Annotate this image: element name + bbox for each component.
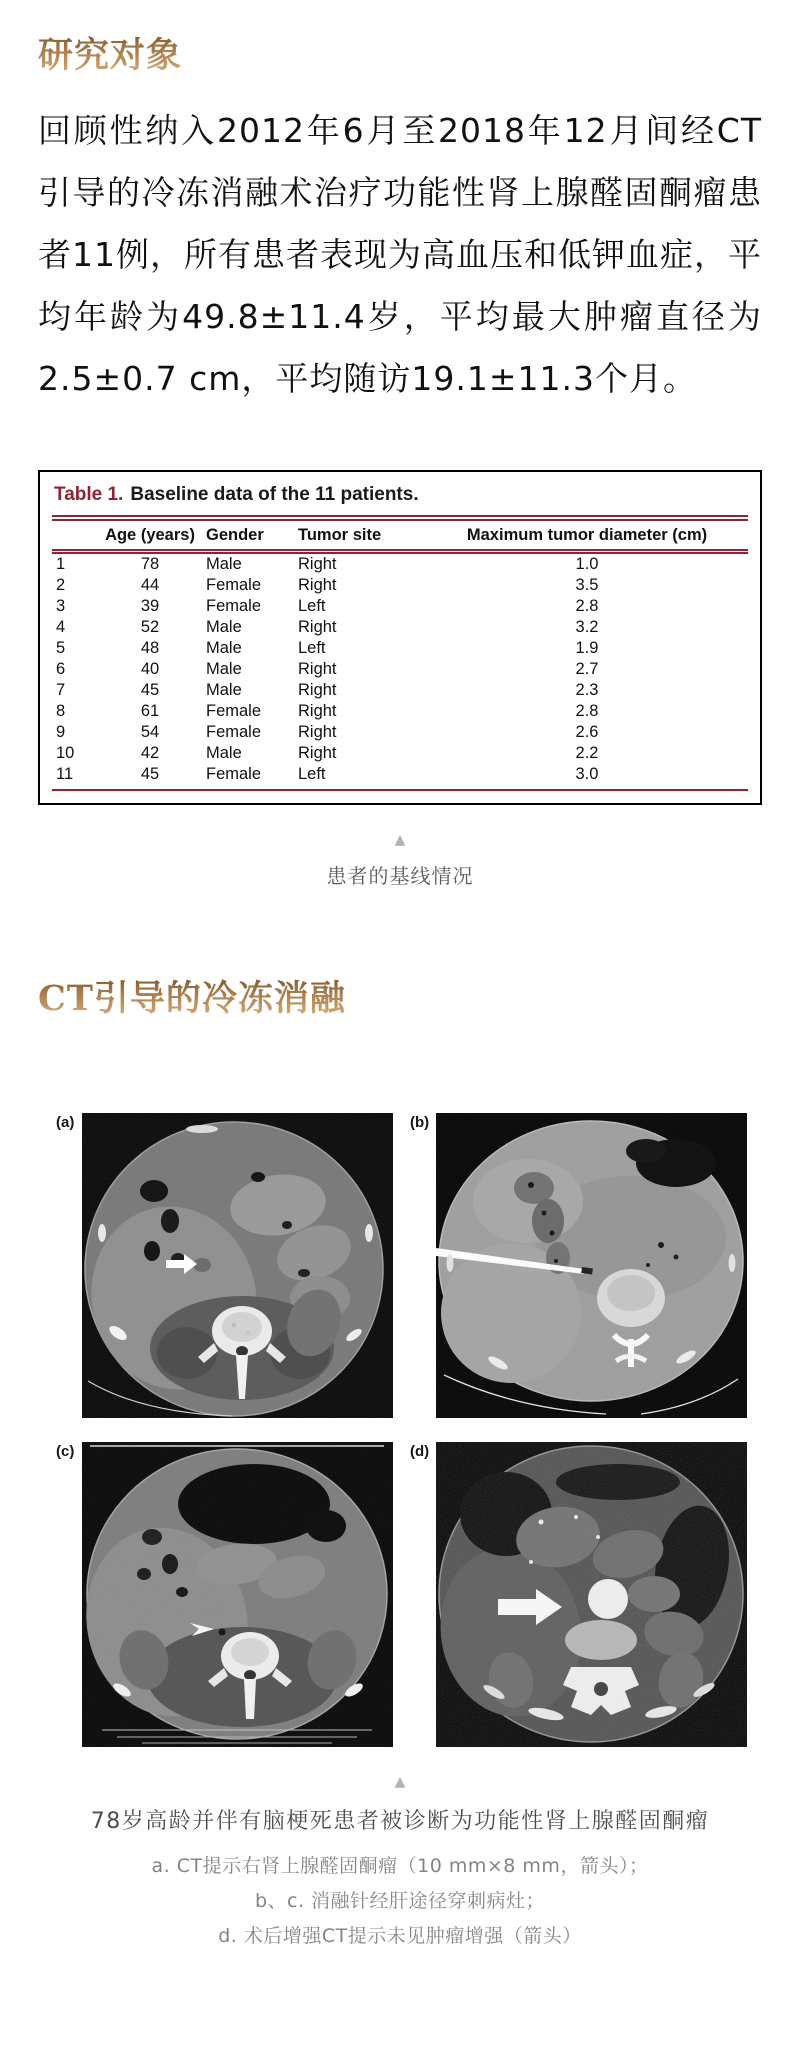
table-cell: Right xyxy=(298,681,337,700)
table-cell: Right xyxy=(298,660,337,679)
table-caption-block xyxy=(38,829,762,889)
table-cell: Female xyxy=(206,723,262,742)
table-rule-bottom xyxy=(52,789,748,791)
table-cell: 9 xyxy=(56,723,66,742)
table-row xyxy=(52,617,748,638)
table-cell: Right xyxy=(298,723,337,742)
baseline-table xyxy=(52,521,748,785)
col-header-gender: Gender xyxy=(206,521,298,552)
table-cell: 6 xyxy=(56,660,66,679)
table-cell: Right xyxy=(298,576,337,595)
table-cell: Right xyxy=(298,702,337,721)
table-cell: 3.0 xyxy=(575,765,599,784)
table-cell: 2 xyxy=(56,576,66,595)
table-cell: Right xyxy=(298,555,337,574)
table-header-row xyxy=(52,521,748,552)
section-study-subjects xyxy=(38,0,762,78)
table-cell: Male xyxy=(206,618,242,637)
table-row xyxy=(52,680,748,701)
table-cell: 1.9 xyxy=(575,639,599,658)
table-row xyxy=(52,722,748,743)
table-cell: 11 xyxy=(56,765,74,784)
col-header-tumor-site: Tumor site xyxy=(298,521,426,552)
table-row xyxy=(52,743,748,764)
table-cell: 2.7 xyxy=(575,660,599,679)
table-title-text: Baseline data of the 11 patients. xyxy=(130,483,419,505)
figure-label-b: (b) xyxy=(410,1113,430,1131)
col-header-index xyxy=(52,521,94,552)
caption-triangle-icon: ▲ xyxy=(394,831,406,848)
table-cell: Left xyxy=(298,639,326,658)
ct-scan-a-graphic xyxy=(82,1113,393,1418)
figure-label-d: (d) xyxy=(410,1442,430,1460)
table-row xyxy=(52,659,748,680)
table-cell: Right xyxy=(298,744,337,763)
table-cell: 54 xyxy=(140,723,160,742)
figure-label-a: (a) xyxy=(56,1113,75,1131)
section-ct-cryoablation xyxy=(38,889,762,1021)
table-body xyxy=(52,551,748,785)
table-row xyxy=(52,638,748,659)
table-cell: 3 xyxy=(56,597,66,616)
table-cell: Male xyxy=(206,639,242,658)
table-cell: 1 xyxy=(56,555,66,574)
table-cell: 2.8 xyxy=(575,597,599,616)
table-cell: Left xyxy=(298,597,326,616)
table-cell: Male xyxy=(206,555,242,574)
figure-main-caption: 78岁高龄并伴有脑梗死患者被诊断为功能性肾上腺醛固酮瘤 xyxy=(90,1808,710,1834)
table-cell: 5 xyxy=(56,639,66,658)
table-caption-text: 患者的基线情况 xyxy=(326,863,474,888)
section-heading-study-subjects: 研究对象 xyxy=(38,34,762,78)
table-cell: 3.2 xyxy=(575,618,599,637)
table-cell: 2.2 xyxy=(575,744,599,763)
table-row xyxy=(52,551,748,575)
ct-figure-grid xyxy=(56,1113,762,1747)
table-title-number: Table 1. xyxy=(54,483,124,505)
ct-scan-b-graphic xyxy=(436,1113,747,1418)
table-cell: Left xyxy=(298,765,326,784)
ct-scan-image-c[interactable] xyxy=(82,1442,393,1747)
table-cell: 8 xyxy=(56,702,66,721)
table-cell: 7 xyxy=(56,681,66,700)
ct-scan-image-b[interactable] xyxy=(436,1113,747,1418)
baseline-table-box xyxy=(38,470,762,805)
table-row xyxy=(52,596,748,617)
table-cell: Female xyxy=(206,597,262,616)
table-cell: Male xyxy=(206,660,242,679)
figure-caption-line-d: d. 术后增强CT提示未见肿瘤增强（箭头） xyxy=(218,1924,582,1947)
section-heading-ct-cryoablation: CT引导的冷冻消融 xyxy=(38,977,762,1021)
table-cell: 42 xyxy=(140,744,160,763)
table-cell: 61 xyxy=(140,702,160,721)
col-header-max-diameter: Maximum tumor diameter (cm) xyxy=(426,521,748,552)
table-cell: Female xyxy=(206,702,262,721)
ct-scan-image-d[interactable] xyxy=(436,1442,747,1747)
figure-panel-b xyxy=(410,1113,747,1418)
table-cell: 4 xyxy=(56,618,66,637)
table-cell: Male xyxy=(206,681,242,700)
table-cell: 40 xyxy=(140,660,160,679)
table-cell: 3.5 xyxy=(575,576,599,595)
table-row xyxy=(52,575,748,596)
table-cell: 45 xyxy=(140,765,160,784)
caption-triangle-icon: ▲ xyxy=(394,1773,406,1790)
table-cell: Right xyxy=(298,618,337,637)
table-cell: 52 xyxy=(140,618,160,637)
table-cell: Female xyxy=(206,576,262,595)
ct-scan-image-a[interactable] xyxy=(82,1113,393,1418)
table-title xyxy=(52,482,748,515)
ct-scan-c-graphic xyxy=(82,1442,393,1747)
table-cell: 2.6 xyxy=(575,723,599,742)
figure-caption-line-a: a. CT提示右肾上腺醛固酮瘤（10 mm×8 mm，箭头）； xyxy=(151,1854,649,1877)
study-paragraph: 回顾性纳入2012年6月至2018年12月间经CT引导的冷冻消融术治疗功能性肾上腺醛固酮瘤患者11例，所有患者表现为高血压和低钾血症，平均年龄为49.8±11.4岁，平均最大肿瘤直径为2.5±0.7 cm，平均随访19.1±11.3个月。 xyxy=(38,110,762,398)
table-cell: 2.8 xyxy=(575,702,599,721)
figure-sub-captions xyxy=(38,1849,762,1954)
table-head xyxy=(52,521,748,552)
figure-label-c: (c) xyxy=(56,1442,75,1460)
table-cell: 48 xyxy=(140,639,160,658)
table-cell: 2.3 xyxy=(575,681,599,700)
table-cell: Female xyxy=(206,765,262,784)
figure-panel-d xyxy=(410,1442,747,1747)
table-cell: 78 xyxy=(140,555,160,574)
ct-scan-d-graphic xyxy=(436,1442,747,1747)
figure-caption-line-bc: b、c. 消融针经肝途径穿刺病灶； xyxy=(254,1889,546,1912)
figure-panel-c xyxy=(56,1442,393,1747)
table-cell: 45 xyxy=(140,681,160,700)
table-cell: 39 xyxy=(140,597,160,616)
table-row xyxy=(52,701,748,722)
table-cell: Male xyxy=(206,744,242,763)
table-cell: 44 xyxy=(140,576,160,595)
figure-caption-block xyxy=(38,1771,762,1954)
table-cell: 1.0 xyxy=(575,555,599,574)
col-header-age: Age (years) xyxy=(94,521,206,552)
figure-panel-a xyxy=(56,1113,393,1418)
table-row xyxy=(52,764,748,785)
table-cell: 10 xyxy=(56,744,75,763)
